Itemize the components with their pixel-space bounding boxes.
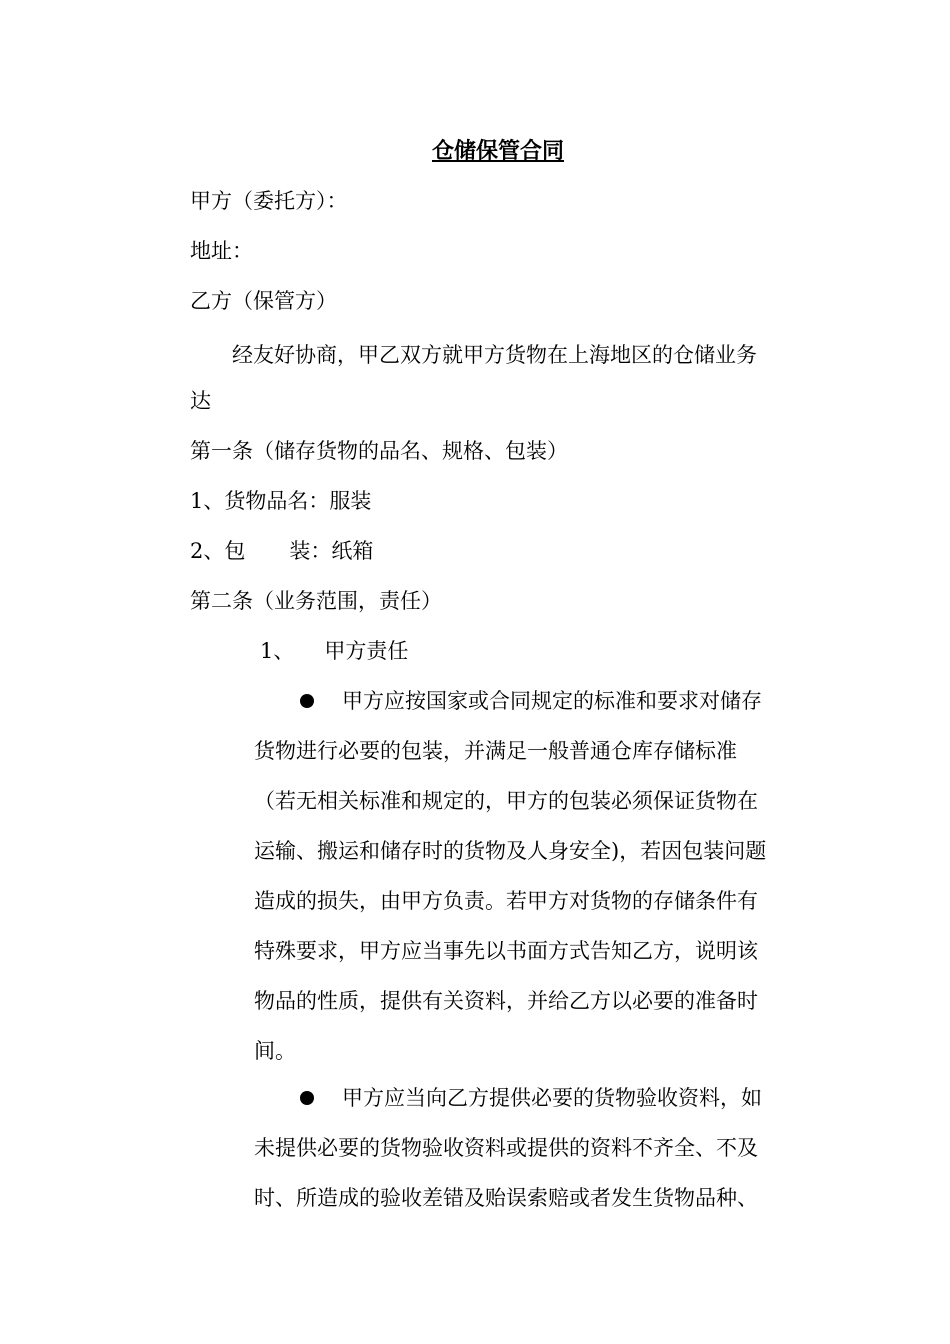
bullet-1-line-7: 物品的性质，提供有关资料，并给乙方以必要的准备时 [254,989,758,1013]
article-1-item-2 [190,536,373,566]
bullet-2-line-3: 时、所造成的验收差错及贻误索赔或者发生货物品种、 [254,1186,758,1210]
document-title: 仓储保管合同 [431,138,564,164]
bullet-1-line-8: 间。 [254,1039,296,1063]
article-2-sub-1-title: 甲方责任 [324,639,409,663]
bullet-1-line-4: 运输、搬运和储存时的货物及人身安全)，若因包装问题 [254,839,767,863]
bullet-1-line-2: 货物进行必要的包装，并满足一般普通仓库存储标准 [254,739,737,763]
bullet-dot-icon [300,1091,314,1105]
bullet-paragraph-1 [254,686,766,1086]
article-1-item-2-label: 2、包 [190,539,246,563]
intro-line-2: 达 [190,389,211,413]
bullet-1-line-1: 甲方应按国家或合同规定的标准和要求对储存 [342,689,762,713]
party-b-line: 乙方（保管方） [190,289,337,313]
bullet-dot-icon [300,694,314,708]
address-line: 地址： [190,239,253,263]
bullet-1-line-6: 特殊要求，甲方应当事先以书面方式告知乙方，说明该 [254,939,758,963]
article-1-heading: 第一条（储存货物的品名、规格、包装） [190,439,568,463]
bullet-2-line-2: 未提供必要的货物验收资料或提供的资料不齐全、不及 [254,1136,758,1160]
intro-line-1: 经友好协商，甲乙双方就甲方货物在上海地区的仓储业务 [232,343,757,367]
bullet-1-line-3: （若无相关标准和规定的，甲方的包装必须保证货物在 [254,789,758,813]
bullet-2-line-1: 甲方应当向乙方提供必要的货物验收资料，如 [342,1086,762,1110]
article-2-sub-1-number: 1、 [260,639,295,663]
article-2-heading: 第二条（业务范围，责任） [190,589,442,613]
article-1-item-2-value: 装：纸箱 [289,539,374,563]
party-a-line: 甲方（委托方）： [190,189,348,213]
bullet-1-line-5: 造成的损失，由甲方负责。若甲方对货物的存储条件有 [254,889,758,913]
article-1-item-1: 1、货物品名：服装 [190,489,372,513]
article-2-sub-1 [260,636,408,666]
bullet-paragraph-2 [254,1083,762,1233]
